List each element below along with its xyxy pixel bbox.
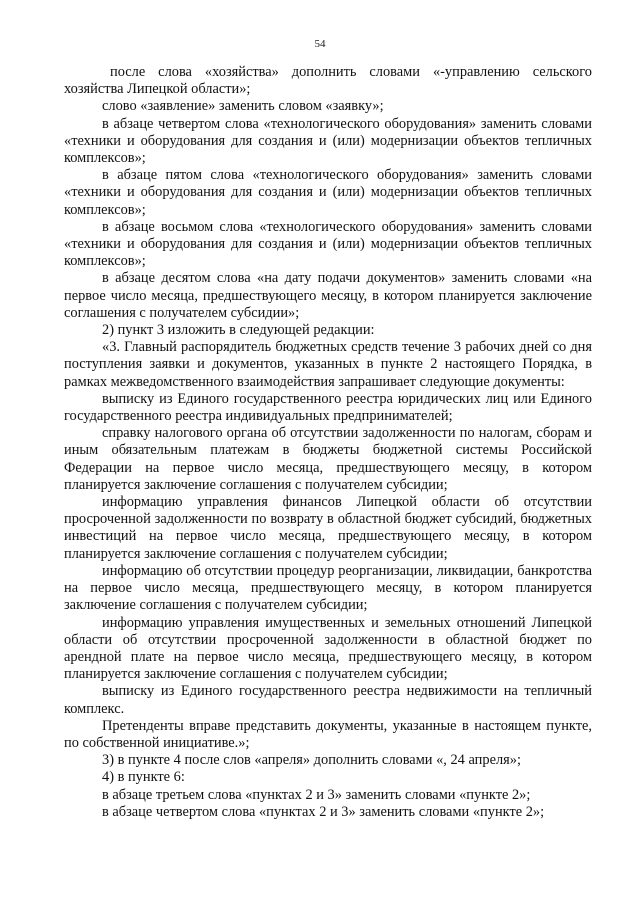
paragraph: «3. Главный распорядитель бюджетных средств течение 3 рабочих дней со дня поступления заявки и документов, указанных в пункте 2 настоящего Порядка, в рамках межведомственного взаимодействия запрашивает следующие документы: bbox=[64, 339, 592, 390]
paragraph: информацию управления имущественных и земельных отношений Липецкой области об отсутствии просроченной задолженности в областной бюджет по арендной плате на первое число месяца, предшествующего месяцу, в котором планируется заключение соглашения с получателем субсидии; bbox=[64, 614, 592, 683]
paragraph: выписку из Единого государственного реестра юридических лиц или Единого государственного реестра индивидуальных предпринимателей; bbox=[64, 390, 592, 425]
document-body bbox=[64, 64, 592, 821]
paragraph: справку налогового органа об отсутствии задолженности по налогам, сборам и иным обязательным платежам в бюджеты бюджетной системы Российской Федерации на первое число месяца, предшествующего месяцу, в котором планируется заключение соглашения с получателем субсидии; bbox=[64, 425, 592, 493]
paragraph: 2) пункт 3 изложить в следующей редакции: bbox=[102, 322, 375, 339]
paragraph: в абзаце четвертом слова «пунктах 2 и 3» заменить словами «пункте 2»; bbox=[102, 803, 545, 820]
paragraph: Претенденты вправе представить документы, указанные в настоящем пункте, по собственной инициативе.»; bbox=[64, 717, 592, 751]
page-number: 54 bbox=[314, 38, 326, 50]
paragraph: выписку из Единого государственного реестра недвижимости на тепличный комплекс. bbox=[64, 683, 592, 717]
paragraph: 4) в пункте 6: bbox=[102, 769, 185, 786]
paragraph: 3) в пункте 4 после слов «апреля» дополнить словами «, 24 апреля»; bbox=[102, 752, 521, 769]
paragraph: после слова «хозяйства» дополнить словами «-управлению сельского хозяйства Липецкой области»; bbox=[64, 64, 592, 98]
paragraph: в абзаце пятом слова «технологического оборудования» заменить словами «техники и оборудования для создания и (или) модернизации объектов тепличных комплексов»; bbox=[64, 167, 592, 218]
paragraph: в абзаце восьмом слова «технологического оборудования» заменить словами «техники и оборудования для создания и (или) модернизации объектов тепличных комплексов»; bbox=[64, 218, 592, 270]
paragraph: информацию об отсутствии процедур реорганизации, ликвидации, банкротства на первое число месяца, предшествующего месяцу, в котором планируется заключение соглашения с получателем субсидии; bbox=[64, 562, 592, 614]
paragraph: в абзаце десятом слова «на дату подачи документов» заменить словами «на первое число месяца, предшествующего месяцу, в котором планируется заключение соглашения с получателем субсидии»; bbox=[64, 270, 592, 321]
paragraph: информацию управления финансов Липецкой области об отсутствии просроченной задолженности по возврату в областной бюджет субсидий, бюджетных инвестиций на первое число месяца, предшествующего месяцу, в котором планируется заключение соглашения с получателем субсидии; bbox=[64, 494, 592, 562]
paragraph: в абзаце четвертом слова «технологического оборудования» заменить словами «техники и оборудования для создания и (или) модернизации объектов тепличных комплексов»; bbox=[64, 115, 592, 167]
paragraph: в абзаце третьем слова «пунктах 2 и 3» заменить словами «пункте 2»; bbox=[102, 786, 531, 803]
paragraph: слово «заявление» заменить словом «заявку»; bbox=[102, 98, 384, 115]
